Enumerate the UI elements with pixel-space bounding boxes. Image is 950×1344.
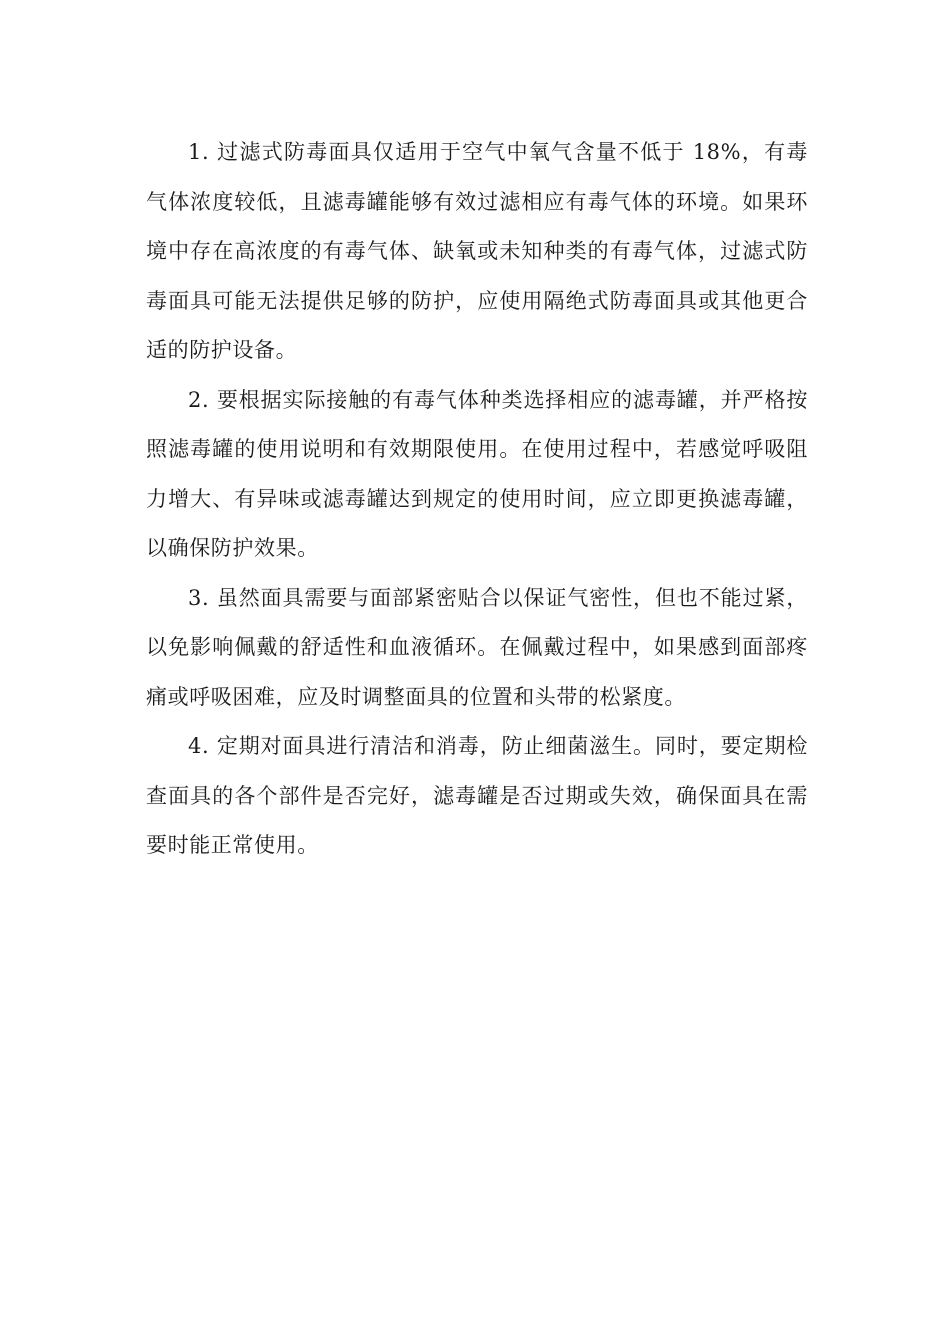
paragraph-3: 3. 虽然面具需要与面部紧密贴合以保证气密性，但也不能过紧，以免影响佩戴的舒适性和血液循环。在佩戴过程中，如果感到面部疼痛或呼吸困难，应及时调整面具的位置和头带的松紧度。 <box>146 585 808 709</box>
paragraph-4: 4. 定期对面具进行清洁和消毒，防止细菌滋生。同时，要定期检查面具的各个部件是否完好，滤毒罐是否过期或失效，确保面具在需要时能正常使用。 <box>146 734 808 857</box>
document-body <box>146 128 808 871</box>
paragraph-1: 1. 过滤式防毒面具仅适用于空气中氧气含量不低于 18%，有毒气体浓度较低，且滤毒罐能够有效过滤相应有毒气体的环境。如果环境中存在高浓度的有毒气体、缺氧或未知种类的有毒气体，过滤式防毒面具可能无法提供足够的防护，应使用隔绝式防毒面具或其他更合适的防护设备。 <box>146 140 808 362</box>
paragraph-2: 2. 要根据实际接触的有毒气体种类选择相应的滤毒罐，并严格按照滤毒罐的使用说明和有效期限使用。在使用过程中，若感觉呼吸阻力增大、有异味或滤毒罐达到规定的使用时间，应立即更换滤毒罐，以确保防护效果。 <box>146 387 808 560</box>
